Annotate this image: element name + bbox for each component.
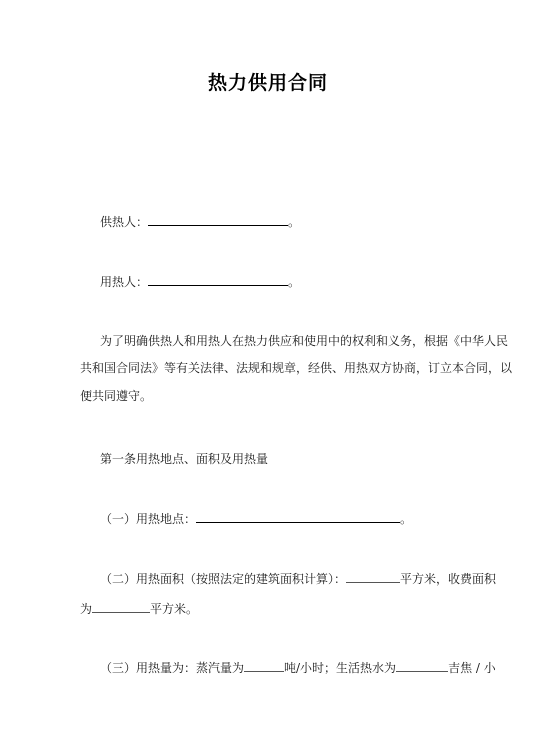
user-blank xyxy=(148,273,288,286)
article-1-item-3 xyxy=(100,659,496,675)
item-3-text-b: 吨/小时；生活热水为 xyxy=(284,661,397,675)
preamble-line-1: 为了明确供热人和用热人在热力供应和使用中的权利和义务，根据《中华人民 xyxy=(100,334,509,348)
article-1-item-2-line-1 xyxy=(100,570,496,586)
item-2-text-c: 为 xyxy=(80,602,93,616)
item-1-end: 。 xyxy=(400,512,413,526)
user-label: 用热人： xyxy=(100,275,149,289)
item-1-label: （一）用热地点： xyxy=(100,512,197,526)
supplier-label: 供热人： xyxy=(100,215,149,229)
item-2-text-a: （二）用热面积（按照法定的建筑面积计算）： xyxy=(100,572,347,586)
item-2-blank-1 xyxy=(346,570,400,583)
article-1-heading: 第一条用热地点、面积及用热量 xyxy=(100,452,269,466)
preamble-line-3: 便共同遵守。 xyxy=(80,389,153,403)
item-3-blank-1 xyxy=(244,659,284,672)
user-end: 。 xyxy=(288,275,301,289)
item-1-blank xyxy=(196,510,400,523)
preamble-line-2: 共和国合同法》等有关法律、法规和规章，经供、用热双方协商，订立本合同，以 xyxy=(80,361,513,375)
user-line xyxy=(100,273,300,289)
item-3-text-a: （三）用热量为：蒸汽量为 xyxy=(100,661,245,675)
supplier-end: 。 xyxy=(288,215,301,229)
item-3-text-c: 吉焦 / 小 xyxy=(448,661,496,675)
article-1-item-1 xyxy=(100,510,412,526)
supplier-blank xyxy=(148,213,288,226)
item-2-text-d: 平方米。 xyxy=(150,602,199,616)
item-2-text-b: 平方米，收费面积 xyxy=(400,572,497,586)
document-title: 热力供用合同 xyxy=(207,72,328,94)
item-2-blank-2 xyxy=(92,600,150,613)
article-1-item-2-line-2 xyxy=(80,600,198,616)
item-3-blank-2 xyxy=(396,659,448,672)
supplier-line xyxy=(100,213,300,229)
